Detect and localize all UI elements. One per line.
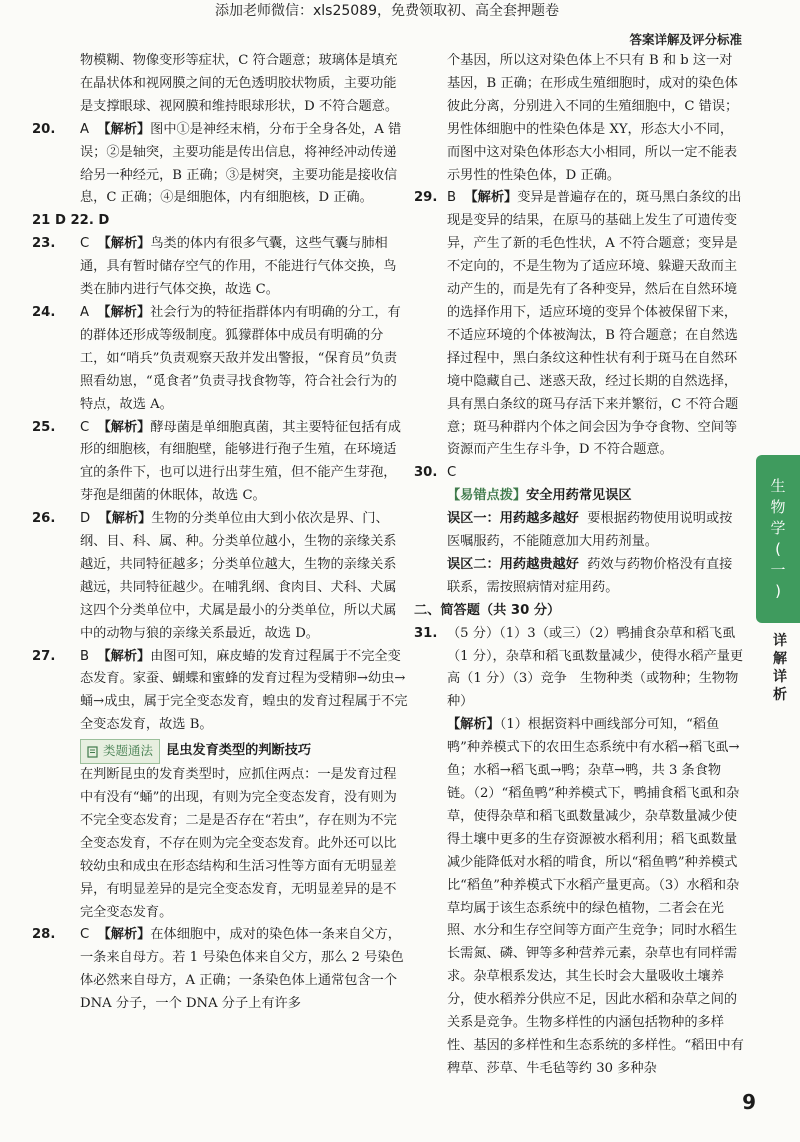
- q29: 29. B 【解析】变异是普遍存在的，斑马黑白条纹的出现是变异的结果，在原马的基础上发生了可遗传变异，产生了新的毛色性状，A 不符合题意；变异是不定向的，不是生物为了适应环境、躲避天敌而主动产生的，而是先有了各种变异，然后在自然环境的选择作用下，适应环境的变异个体被保留下来，不适应环境的个体被淘汰，B 符合题意；在自然选择过程中，黑白条纹这种性状有利于斑马在自然环境中隐藏自己、迷惑天敌，经过长期的自然选择，具有黑白条纹的斑马存活下来并繁衍，C 不符合题意；斑马种群内个体之间会因为争夺食物、空间等资源而产生生存斗争，D 不符合题意。: [414, 190, 742, 458]
- mistake-heading: 【易错点拨】安全用药常见误区: [447, 488, 632, 504]
- q23: 23. C 【解析】鸟类的体内有很多气囊，这些气囊与肺相通，具有暂时储存空气的作用，不能进行气体交换，鸟类在肺内进行气体交换，故选 C。: [32, 236, 397, 298]
- tip-badge: 类题通法: [80, 739, 160, 764]
- page-header: 答案详解及评分标准: [629, 32, 742, 47]
- q19-continued: 物模糊、物像变形等症状，C 符合题意；玻璃体是填充在晶状体和视网膜之间的无色透明胶状物质，主要功能是支撑眼球、视网膜和维持眼球形状，D 不符合题意。: [80, 53, 399, 114]
- note-icon: [87, 746, 99, 758]
- q28: 28. C 【解析】在体细胞中，成对的染色体一条来自父方，一条来自母方。若 1 号染色体来自父方，那么 2 号染色体必然来自母方，A 正确；一条染色体上通常包含一个 DNA 分子，一个 DNA 分子上有许多: [32, 927, 404, 1012]
- mistake-2: 误区二：用药越贵越好 药效与药物价格没有直接联系，需按照病情对症用药。: [447, 556, 733, 595]
- top-banner: 添加老师微信：xls25089，免费领取初、高全套押题卷: [215, 3, 560, 19]
- subject-tab: 生 物 学 ( 一 ): [756, 455, 800, 623]
- tip-heading: [32, 739, 408, 764]
- q30: 30. C: [414, 465, 457, 481]
- right-column: [414, 50, 744, 1081]
- page-number: 9: [742, 1090, 756, 1114]
- section-label: 详 解 详 析: [773, 633, 787, 703]
- q31: 31. （5 分）（1）3（或三）（2）鸭捕食杂草和稻飞虱（1 分），杂草和稻飞虱数量减少，使得水稻产量更高（1 分）（3）竞争 生物种类（或物种；生物物种）: [414, 625, 744, 710]
- q31-analysis: 【解析】（1）根据资料中画线部分可知，“稻鱼鸭”种养模式下的农田生态系统中有水稻→稻飞虱→鱼；水稻→稻飞虱→鸭；杂草→鸭，共 3 条食物链。（2）“稻鱼鸭”种养模式下，鸭捕食稻飞虱和杂草，使得杂草和稻飞虱数量减少，杂草数量减少使得土壤中更多的生存资源被水稻利用；稻飞虱数量减少能降低对水稻的啃食，所以“稻鱼鸭”种养模式比“稻鱼”种养模式下水稻产量更高。（3）水稻和杂草均属于该生态系统中的绿色植物，二者会在光照、水分和生存空间等方面产生竞争；同时水稻生长需氮、磷、钾等多种营养元素，杂草也有同样需求。杂草根系发达，其生长时会大量吸收土壤养分，使水稻养分供应不足，因此水稻和杂草之间的关系是竞争。生物多样性的内涵包括物种的多样性、基因的多样性和生态系统的多样性。“稻田中有稗草、莎草、牛毛毡等约 30 多种杂: [447, 717, 744, 1076]
- tip-title: 昆虫发育类型的判断技巧: [166, 743, 312, 759]
- q24: 24. A 【解析】社会行为的特征指群体内有明确的分工，有的群体还形成等级制度。狐獴群体中成员有明确的分工，如“哨兵”负责观察天敌并发出警报，“保育员”负责照看幼崽，“觅食者”负责寻找食物等，符合社会行为的特点，故选 A。: [32, 304, 401, 412]
- section-heading: 二、简答题（共 30 分）: [414, 602, 561, 618]
- q27: 27. B 【解析】由图可知，麻皮蝽的发育过程属于不完全变态发育。家蚕、蝴蝶和蜜蜂的发育过程为受精卵→幼虫→蛹→成虫，属于完全变态发育，蝗虫的发育过程属于不完全变态发育，故选 B。: [32, 648, 408, 733]
- mistake-1: 误区一：用药越多越好 要根据药物使用说明或按医嘱服药，不能随意加大用药剂量。: [447, 511, 733, 550]
- left-column: [32, 50, 408, 1016]
- q21-q22: 21 D 22. D: [32, 213, 110, 229]
- q28-continued: 个基因，所以这对染色体上不只有 B 和 b 这一对基因，B 正确；在形成生殖细胞时，成对的染色体彼此分离，分别进入不同的生殖细胞中，C 错误；男性体细胞中的性染色体是 XY，形态大小不同，而图中这对染色体形态大小相同，所以一定不能表示男性的性染色体，D 正确。: [447, 53, 739, 183]
- q25: 25. C 【解析】酵母菌是单细胞真菌，其主要特征包括有成形的细胞核，有细胞壁，能够进行孢子生殖，在环境适宜的条件下，也可以进行出芽生殖，但不能产生芽孢，芽孢是细菌的休眠体，故选 C。: [32, 419, 401, 504]
- tip-text: 在判断昆虫的发育类型时，应抓住两点：一是发育过程中有没有“蛹”的出现，有则为完全变态发育，没有则为不完全变态发育；二是是否存在“若虫”，存在则为不完全变态发育，不存在则为完全变态发育。此外还可以比较幼虫和成虫在形态结构和生活习性等方面有无明显差异，有明显差异的是完全变态发育，无明显差异的是不完全变态发育。: [80, 767, 397, 920]
- q26: 26. D 【解析】生物的分类单位由大到小依次是界、门、纲、目、科、属、种。分类单位越小，生物的亲缘关系越近，共同特征越多；分类单位越大，生物的亲缘关系越远，共同特征越少。在哺乳纲、食肉目、犬科、犬属这四个分类单位中，犬属是最小的分类单位，所以犬属中的动物与狼的亲缘关系最近，故选 D。: [32, 511, 397, 641]
- q20: 20. A 【解析】图中①是神经末梢，分布于全身各处，A 错误；②是轴突，主要功能是传出信息，将神经冲动传递给另一种经元，B 正确；③是树突，主要功能是接收信息，C 正确；④是细胞体，内有细胞核，D 正确。: [32, 121, 402, 206]
